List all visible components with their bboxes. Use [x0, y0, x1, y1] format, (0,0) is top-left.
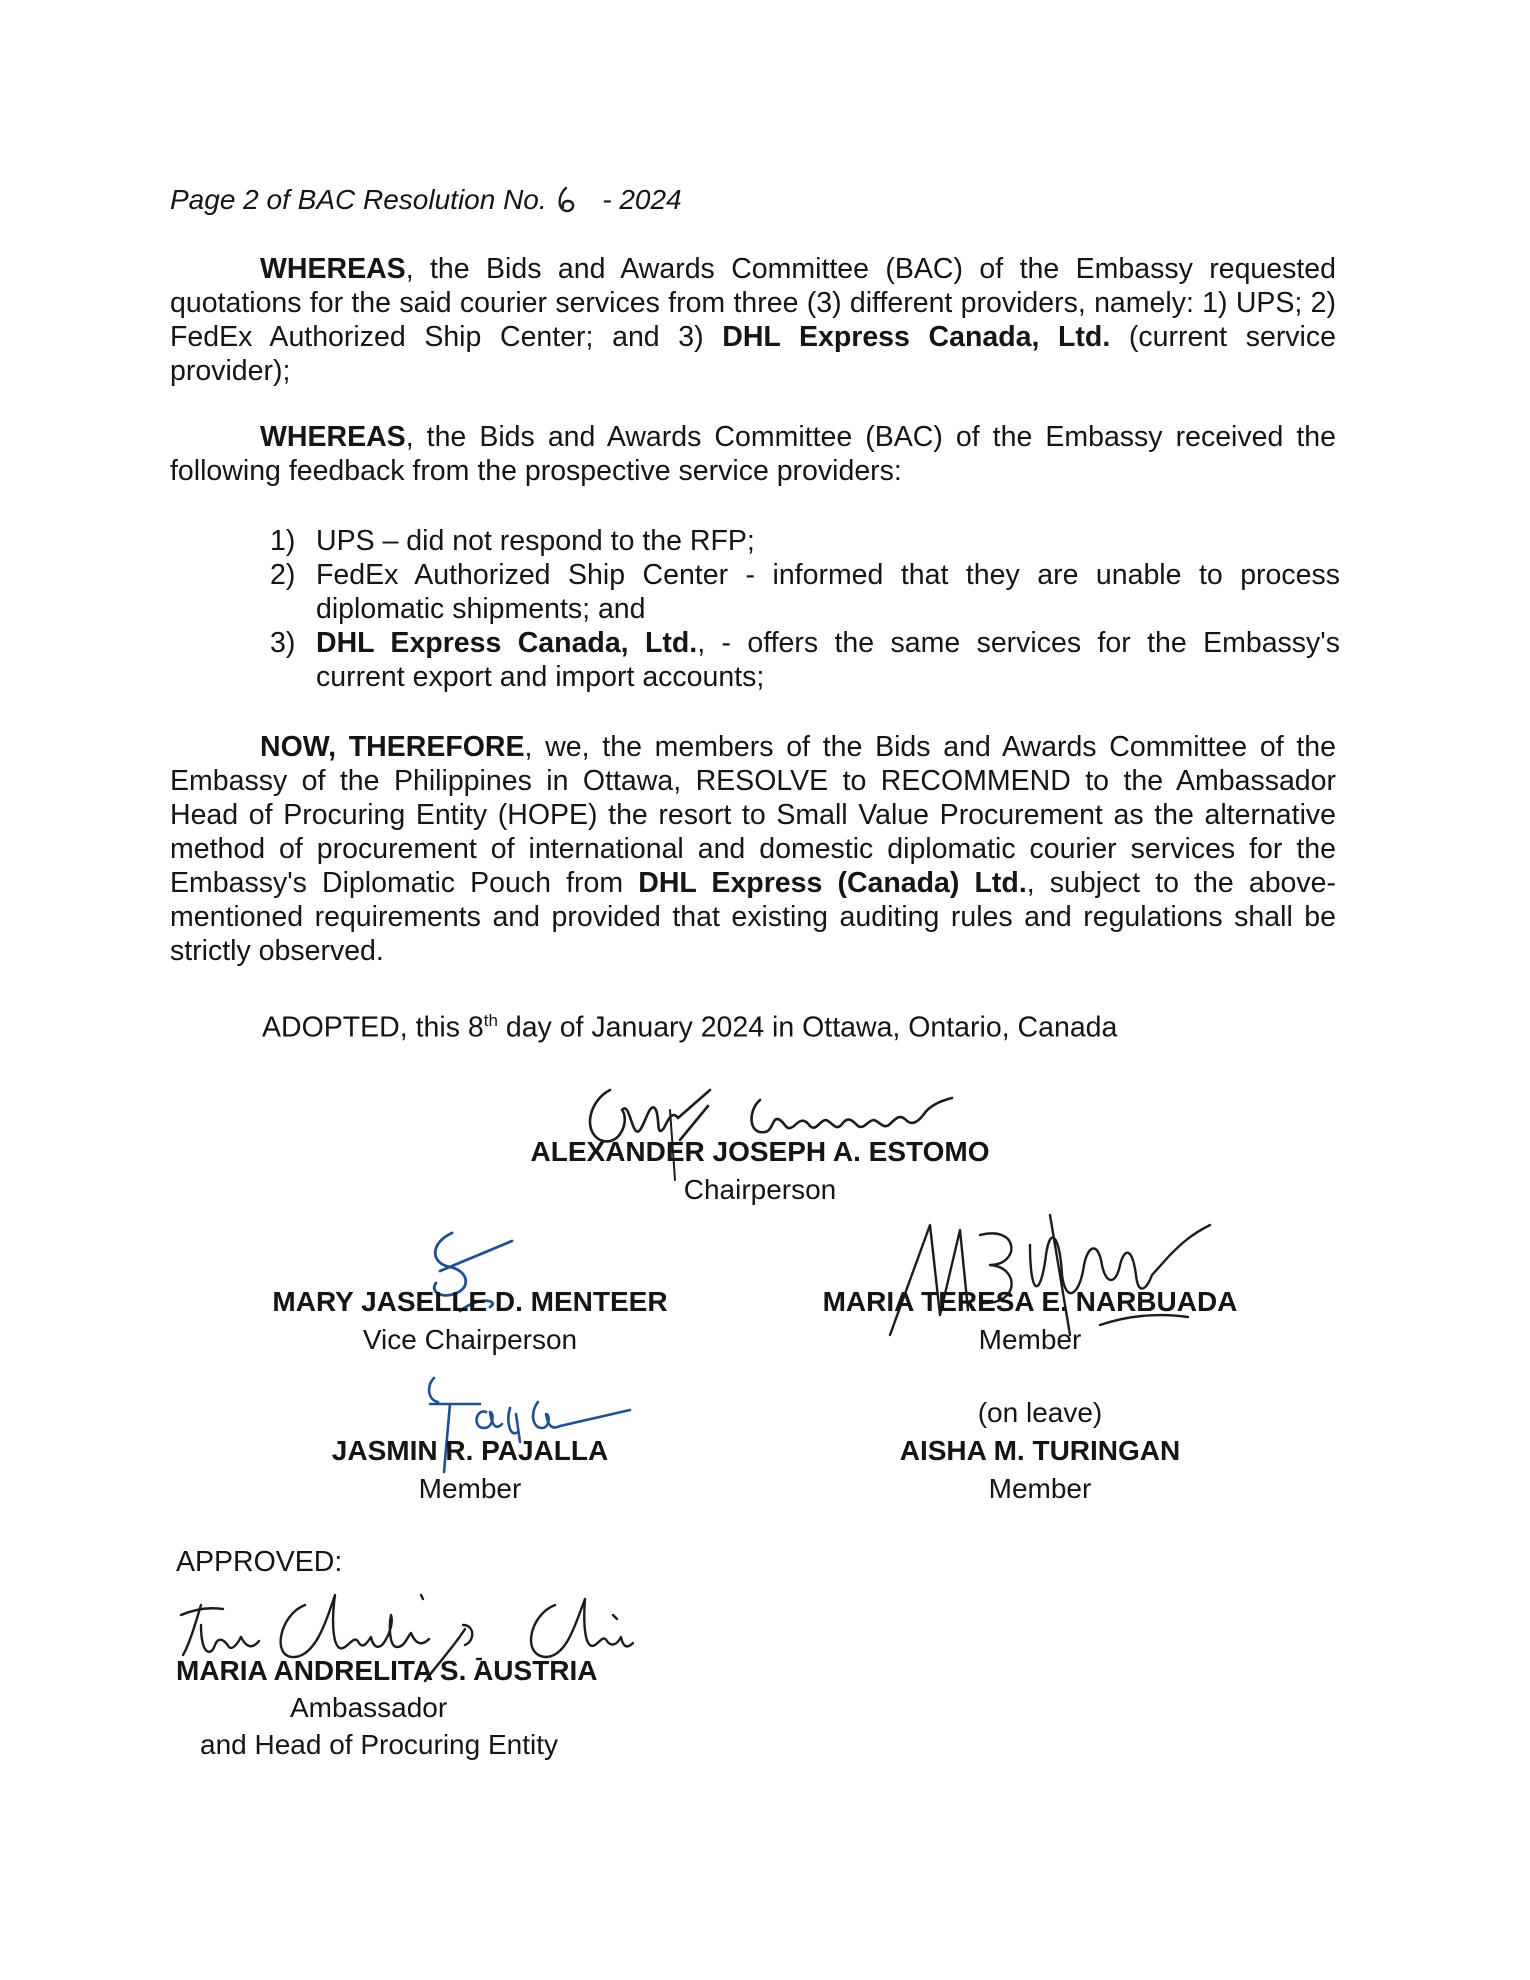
list-text: FedEx Authorized Ship Center - informed that they are unable to process diplomatic shipments; and	[316, 559, 1340, 625]
paragraph-text: , subject to the above-mentioned requirements and provided that existing auditing rules and regulations shall be strictly observed.	[170, 867, 1336, 967]
ambassador-title: Ambassador	[290, 1692, 448, 1723]
signatory-name: ALEXANDER JOSEPH A. ESTOMO	[530, 1136, 990, 1167]
list-item	[270, 558, 1340, 626]
signatory-role: Member	[418, 1473, 522, 1504]
paragraph-text: , the Bids and Awards Committee (BAC) of the Embassy received the following feedback from the prospective service providers:	[170, 421, 1336, 487]
paragraph-text: (current service provider);	[170, 321, 1336, 387]
header-suffix: - 2024	[602, 184, 682, 215]
whereas-paragraph-1	[170, 252, 1336, 388]
signatory-role: Member	[988, 1473, 1092, 1504]
company-name: DHL Express Canada, Ltd.	[722, 321, 1111, 353]
whereas-lead: WHEREAS	[260, 253, 406, 285]
signatory-name: JASMIN R. PAJALLA	[331, 1435, 609, 1466]
ambassador-signature-block	[176, 1652, 646, 1763]
signatory-name: MARY JASELLE D. MENTEER	[272, 1286, 668, 1317]
ambassador-title-line-2: and Head of Procuring Entity	[200, 1729, 558, 1760]
approved-label: APPROVED:	[176, 1546, 343, 1578]
whereas-lead: WHEREAS	[260, 421, 406, 453]
list-item	[270, 626, 1340, 694]
narbuada-signature-block	[790, 1283, 1270, 1359]
vice-chair-signature-block	[250, 1283, 690, 1359]
signatory-role: Vice Chairperson	[362, 1324, 578, 1355]
now-therefore-paragraph	[170, 730, 1336, 968]
turingan-signature-block	[820, 1394, 1260, 1508]
ordinal-suffix: th	[483, 1011, 498, 1030]
adopted-text: day of January 2024 in Ottawa, Ontario, Canada	[497, 1011, 1118, 1044]
list-number: 2)	[270, 559, 296, 591]
ambassador-name: MARIA ANDRELITA S. AUSTRIA	[176, 1655, 598, 1686]
list-number: 3)	[270, 627, 296, 659]
list-text: UPS – did not respond to the RFP;	[316, 525, 755, 557]
adopted-line	[262, 1004, 1117, 1045]
pajalla-signature-block	[270, 1432, 670, 1508]
page-header	[170, 183, 682, 217]
list-number: 1)	[270, 525, 296, 557]
on-leave-note: (on leave)	[977, 1397, 1103, 1428]
header-prefix: Page 2 of BAC Resolution No.	[170, 184, 547, 215]
company-name: DHL Express (Canada) Ltd.	[638, 867, 1027, 899]
paragraph-text: , we, the members of the Bids and Awards Committee of the Embassy of the Philippines in Ottawa, RESOLVE to RECOMMEND to the Ambassador Head of Procuring Entity (HOPE) the resort to Small Value Procurement as the alternative method of procurement of international and domestic diplomatic courier services for the Embassy's Diplomatic Pouch from	[170, 731, 1336, 899]
adopted-text: ADOPTED, this 8	[262, 1011, 484, 1044]
paragraph-text: , the Bids and Awards Committee (BAC) of the Embassy requested quotations for the said courier services from three (3) different providers, namely: 1) UPS; 2) FedEx Authorized Ship Center; and 3)	[170, 253, 1336, 353]
signatory-name: MARIA TERESA E. NARBUADA	[822, 1286, 1238, 1317]
feedback-list	[270, 524, 1340, 694]
signatory-role: Chairperson	[683, 1174, 837, 1205]
list-text: , - offers the same services for the Embassy's current export and import accounts;	[316, 627, 1340, 693]
handwritten-resolution-number	[554, 185, 594, 215]
signatory-name: AISHA M. TURINGAN	[899, 1435, 1181, 1466]
list-item	[270, 524, 1340, 558]
whereas-paragraph-2	[170, 420, 1336, 488]
chair-signature-block	[500, 1133, 1020, 1209]
list-bold: DHL Express Canada, Ltd.	[316, 627, 698, 659]
signatory-role: Member	[978, 1324, 1082, 1355]
now-therefore-lead: NOW, THEREFORE	[260, 731, 525, 763]
